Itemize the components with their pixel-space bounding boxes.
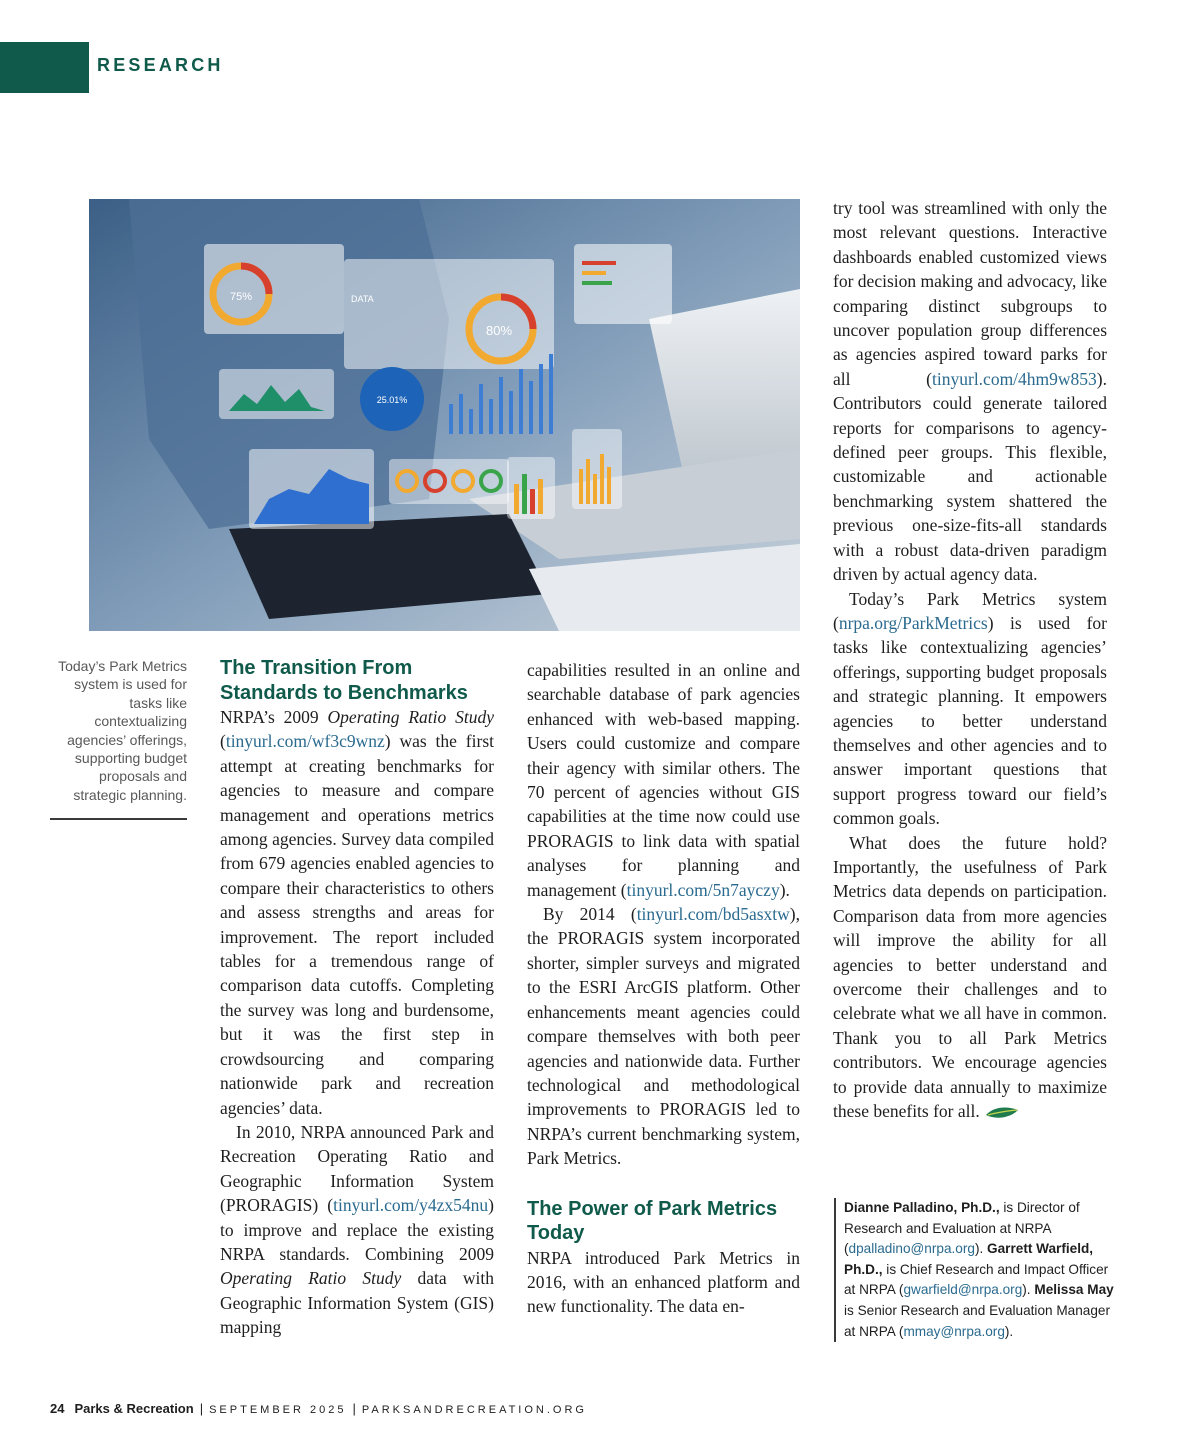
site-url: PARKSANDRECREATION.ORG	[361, 1404, 587, 1416]
holo-panel-colorbars	[507, 457, 555, 519]
leaf-icon	[984, 1104, 1020, 1122]
paragraph: NRPA’s 2009 Operating Ratio Study (tinyurl.com/wf3c9wnz) was the first attempt at creating benchmarks for agencies to measure and compare management and operations metrics among agencies. Survey data compiled from 679 agencies enabled agencies to compare their characteristics to others and assess strengths and areas for improvement. The report included tables for a tremendous range of comparison data cutoffs. Completing the survey was long and burdensome, but it was the first step in crowdsourcing and comparing nationwide park and recreation agencies’ data.	[220, 707, 495, 1118]
paragraph: NRPA introduced Park Metrics in 2016, with an enhanced platform and new functionality. The data en-	[527, 1247, 800, 1317]
article-column-1	[220, 656, 494, 1340]
holo-panel-blue-chart	[249, 449, 374, 529]
link-bd5asxtw[interactable]: tinyurl.com/bd5asxtw	[636, 904, 790, 925]
email-link-warfield[interactable]: gwarfield@nrpa.org	[903, 1282, 1023, 1298]
paragraph: capabilities resulted in an online and searchable database of park agencies enhanced with web-based mapping. Users could customize and compare their agency with similar others. The 70 percent of agencies without GIS capabilities at the time now could use PRORAGIS to link data with spatial analyses for planning and management (tinyurl.com/5n7ayczy).	[527, 660, 800, 900]
holo-donuts-row	[389, 459, 509, 504]
email-link-may[interactable]: mmay@nrpa.org	[903, 1323, 1005, 1339]
paragraph: try tool was streamlined with only the most relevant questions. Interactive dashboards enabled customized views for decision making and advocacy, like comparing distinct subgroups to uncover population group differences as agencies aspired toward parks for all (tinyurl.com/4hm9w853). Contributors could generate tailored reports for comparisons to agency-defined peer groups. This flexible, customizable and actionable benchmarking system shattered the previous one-size-fits-all standards with a robust data-driven paradigm driven by actual agency data.	[833, 198, 1107, 585]
holo-panel-wave	[219, 369, 334, 419]
section-tab	[0, 42, 89, 93]
hero-photo	[89, 199, 800, 631]
magazine-title: Parks & Recreation	[74, 1401, 194, 1416]
photo-badge-a: 75%	[229, 291, 253, 303]
holo-panel-right	[574, 244, 672, 324]
article-column-2	[527, 658, 800, 1319]
author-bio: Dianne Palladino, Ph.D., is Director of Research and Evaluation at NRPA (dpalladino@nrpa.org). Garrett Warfield, Ph.D., is Chief Research and Impact Officer at NRPA (gwarfield@nrpa.org). Melissa May is Senior Research and Evaluation Manager at NRPA (mmay@nrpa.org).	[834, 1198, 1116, 1342]
holo-badge-circle	[360, 367, 424, 431]
holo-panel-center	[344, 259, 554, 369]
section-label: RESEARCH	[97, 55, 224, 75]
link-4hm9w853[interactable]: tinyurl.com/4hm9w853	[932, 368, 1097, 389]
photo-badge-c: 25.01%	[376, 395, 408, 405]
article-column-3	[833, 196, 1107, 1123]
photo-panel-title: DATA	[351, 294, 374, 304]
issue-date: SEPTEMBER 2025	[209, 1404, 347, 1416]
page-number: 24	[50, 1401, 65, 1416]
page-footer: 24 Parks & Recreation | SEPTEMBER 2025 | PARKSANDRECREATION.ORG	[50, 1401, 587, 1416]
caption-divider	[50, 818, 187, 820]
link-parkmetrics[interactable]: nrpa.org/ParkMetrics	[838, 612, 988, 633]
link-y4zx54nu[interactable]: tinyurl.com/y4zx54nu	[333, 1195, 489, 1216]
holo-panel-orangebars	[572, 429, 622, 509]
paragraph: In 2010, NRPA announced Park and Recreation Operating Ratio and Geographic Information System (PRORAGIS) (tinyurl.com/y4zx54nu) to improve and replace the existing NRPA standards. Combining 2009 Operating Ratio Study data with Geographic Information System (GIS) mapping	[220, 1121, 494, 1338]
paragraph: By 2014 (tinyurl.com/bd5asxtw), the PRORAGIS system incorporated shorter, simpler surveys and migrated to the ESRI ArcGIS platform. Other enhancements meant agencies could compare themselves with both peer agencies and nationwide data. Further technological and methodological improvements to PRORAGIS led to NRPA’s current benchmarking system, Park Metrics.	[527, 904, 800, 1169]
link-wf3c9wnz[interactable]: tinyurl.com/wf3c9wnz	[225, 731, 385, 752]
photo-badge-b: 80%	[485, 323, 513, 338]
email-link-palladino[interactable]: dpalladino@nrpa.org	[848, 1241, 975, 1257]
paragraph: What does the future hold? Importantly, the usefulness of Park Metrics data depends on participation. Comparison data from more agencies will improve the ability for all agencies to better understand and overcome their challenges and to celebrate what we all have in common. Thank you to all Park Metrics contributors. We encourage agencies to provide data annually to maximize these benefits for all.	[833, 832, 1107, 1122]
link-5n7ayczy[interactable]: tinyurl.com/5n7ayczy	[626, 879, 780, 900]
photo-caption: Today’s Park Metrics system is used for tasks like contextualizing agencies’ offerings, supporting budget proposals and strategic planning.	[58, 658, 187, 803]
paragraph: Today’s Park Metrics system (nrpa.org/ParkMetrics) is used for tasks like contextualizing agencies’ offerings, supporting budget proposals and strategic planning. It empowers agencies to better understand themselves and other agencies and to answer important questions that support progress toward our field’s common goals.	[833, 588, 1107, 829]
section-heading-power: The Power of Park Metrics Today	[527, 1197, 778, 1245]
holo-panel-left	[204, 244, 344, 334]
section-heading-transition: The Transition From Standards to Benchmarks	[220, 657, 468, 704]
